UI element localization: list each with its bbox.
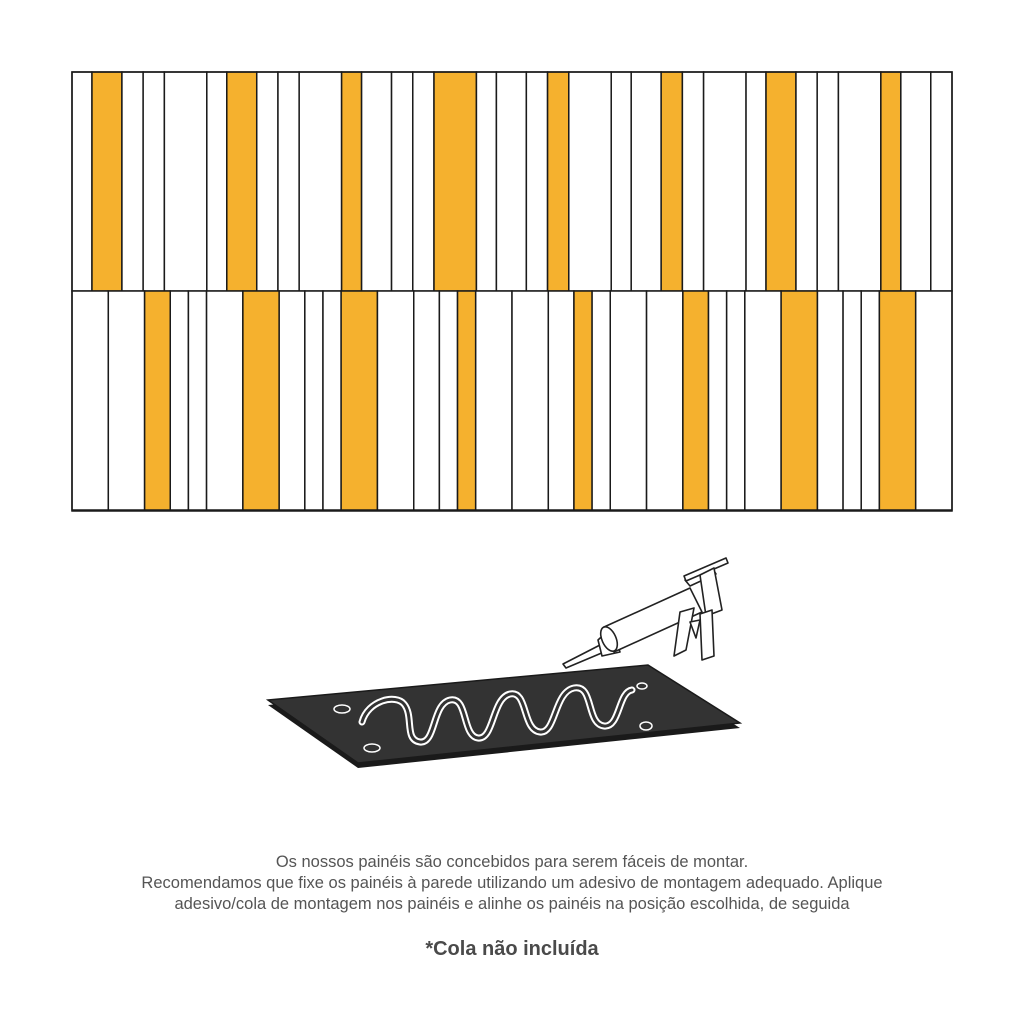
instructions-line-1: Os nossos painéis são concebidos para serem fáceis de montar. [275,853,749,871]
glue-not-included-note: *Cola não incluída [425,938,599,960]
caulking-gun-icon [563,558,728,668]
panel-board [268,665,740,768]
instructions-line-2: Recomendamos que fixe os painéis à parede utilizando um adesivo de montagem adequado. Aplique [141,874,883,892]
instructions-text [0,852,1024,915]
instructions-line-3: adesivo/cola de montagem nos painéis e alinhe os painéis na posição escolhida, de seguida [174,895,850,913]
